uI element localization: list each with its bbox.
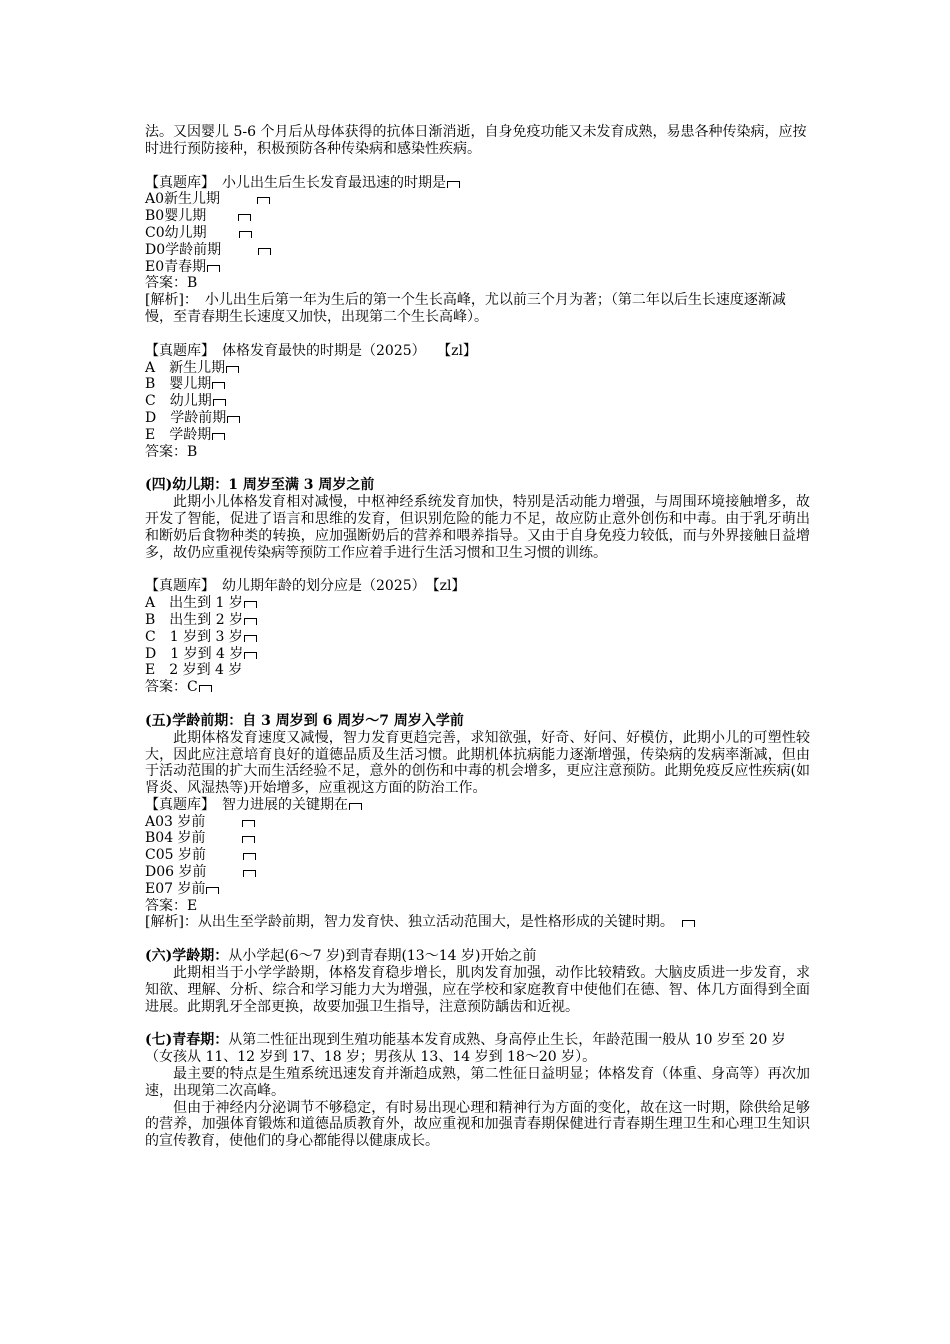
option-e: E0青春期 — [145, 258, 207, 275]
section-body-5: 此期体格发育速度又减慢，智力发育更趋完善，求知欲强，好奇、好问、好模仿，此期小儿的可塑性较大，因此应注意培育良好的道德品质及生活习惯。此期机体抗病能力逐渐增强，传染病的发病率渐减，但由于活动范围的扩大而生活经验不足，意外的创伤和中毒的机会增多，更应注意预防。此期免疫反应性疾病(如肾炎、风湿热等)开始增多，应重视这方面的防治工作。 — [145, 729, 810, 797]
answer: 答案：B — [145, 443, 198, 460]
answer: 答案：E — [145, 897, 198, 914]
option-c: C 1 岁到 3 岁 — [145, 628, 243, 645]
answer: 答案：C — [145, 679, 198, 696]
option-b: B 出生到 2 岁 — [145, 611, 244, 628]
section-body-6: 此期相当于小学学龄期，体格发育稳步增长，肌肉发育加强，动作比较精致。大脑皮质进一步发育，求知欲、理解、分析、综合和学习能力大为增强，应在学校和家庭教育中使他们在德、智、体几方面得到全面进展。此期乳牙全部更换，故要加强卫生指导，注意预防龋齿和近视。 — [145, 965, 810, 1015]
section-body-7a: 最主要的特点是生殖系统迅速发育并渐趋成熟，第二性征日益明显；体格发育（体重、身高等）再次加速，出现第二次高峰。 — [145, 1066, 810, 1099]
option-c: C 幼儿期 — [145, 393, 212, 410]
option-b: B04 岁前 — [145, 830, 206, 847]
question-block-2 — [145, 343, 810, 461]
section-heading-4: (四)幼儿期：1 周岁至满 3 周岁之前 — [145, 477, 375, 494]
question-block-3 — [145, 578, 810, 696]
option-e: E 2 岁到 4 岁 — [145, 662, 243, 679]
analysis: [解析]：从出生至学龄前期，智力发育快、独立活动范围大，是性格形成的关键时期。 — [145, 914, 667, 931]
analysis: [解析]： 小儿出生后第一年为生后的第一个生长高峰，尤以前三个月为著；（第二年以后生长速度逐渐减慢，至青春期生长速度又加快，出现第二个生长高峰）。 — [145, 292, 786, 325]
question-block-1 — [145, 175, 810, 326]
option-d: D0学龄前期 — [145, 241, 222, 258]
question-stem: 【真题库】 智力进展的关键期在 — [145, 796, 348, 813]
option-e: E 学龄期 — [145, 426, 212, 443]
question-stem: 【真题库】 小儿出生后生长发育最迅速的时期是 — [145, 174, 446, 191]
section-heading-6: (六)学龄期：从小学起(6～7 岁)到青春期(13～14 岁)开始之前 — [145, 948, 537, 965]
section-heading-5: (五)学龄前期：自 3 周岁到 6 周岁～7 周岁入学前 — [145, 712, 464, 729]
option-a: A03 岁前 — [145, 813, 206, 830]
section-body-4: 此期小儿体格发育相对减慢，中枢神经系统发育加快，特别是活动能力增强，与周围环境接触增多，故开发了智能，促进了语言和思维的发育，但识别危险的能力不足，故应防止意外创伤和中毒。由于乳牙萌出和断奶后食物种类的转换，应加强断奶后的营养和喂养指导。又由于自身免疫力较低，而与外界接触日益增多，故仍应重视传染病等预防工作应着手进行生活习惯和卫生习惯的训练。 — [145, 494, 810, 561]
option-a: A 出生到 1 岁 — [145, 595, 243, 612]
option-a: A0新生儿期 — [145, 191, 221, 208]
section-heading-7: (七)青春期：从第二性征出现到生殖功能基本发育成熟、身高停止生长，年龄范围一般从 10 岁至 20 岁（女孩从 11、12 岁到 17、18 岁；男孩从 13、14 岁到 18～20 岁）。 — [145, 1032, 786, 1066]
question-stem: 【真题库】 体格发育最快的时期是（2025） 【zl】 — [145, 342, 477, 359]
option-b: B 婴儿期 — [145, 376, 212, 393]
intro-paragraph: 法。又因婴儿 5-6 个月后从母体获得的抗体日渐消逝，自身免疫功能又未发育成熟，易患各种传染病，应按时进行预防接种，积极预防各种传染病和感染性疾病。 — [145, 124, 807, 157]
option-d: D 1 岁到 4 岁 — [145, 645, 244, 662]
option-b: B0婴儿期 — [145, 208, 207, 225]
option-e: E07 岁前 — [145, 880, 206, 897]
option-c: C05 岁前 — [145, 847, 206, 864]
document-page — [145, 124, 810, 1150]
option-d: D06 岁前 — [145, 864, 207, 881]
option-c: C0幼儿期 — [145, 224, 207, 241]
option-d: D 学龄前期 — [145, 409, 227, 426]
section-body-7b: 但由于神经内分泌调节不够稳定，有时易出现心理和精神行为方面的变化，故在这一时期，除供给足够的营养，加强体育锻炼和道德品质教育外，故应重视和加强青春期保健进行青春期生理卫生和心理卫生知识的宣传教育，使他们的身心都能得以健康成长。 — [145, 1099, 810, 1150]
answer: 答案：B — [145, 275, 198, 292]
question-stem: 【真题库】 幼儿期年龄的划分应是（2025） 【zl】 — [145, 578, 466, 595]
question-block-4 — [145, 797, 810, 931]
option-a: A 新生儿期 — [145, 359, 226, 376]
